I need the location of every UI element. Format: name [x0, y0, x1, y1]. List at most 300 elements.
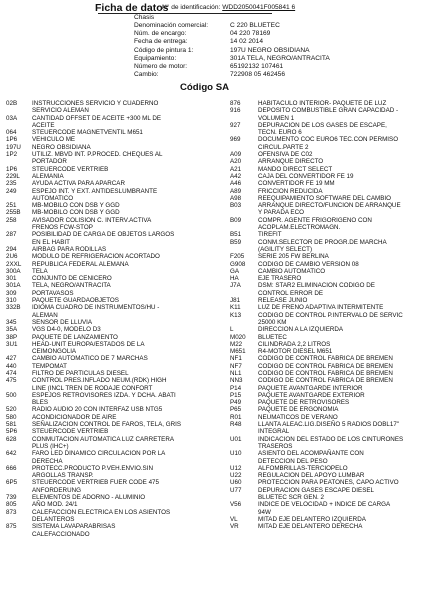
sa-code: R01 [230, 413, 242, 421]
sa-code-description: INSTRUCCIONES SERVICIO Y CUADERNO SERVICIO ALEMAN [32, 100, 159, 115]
sa-code-item [6, 428, 208, 435]
section-title: Código SA [180, 82, 230, 93]
sa-code-description: SERIE 205 FW BERLINA [258, 253, 329, 261]
sa-code-item [6, 136, 208, 143]
sa-code: V56 [230, 501, 242, 509]
sa-code-item [230, 100, 420, 107]
sa-code: F205 [230, 253, 245, 261]
sa-code: A09 [230, 151, 242, 159]
sa-code: VR [230, 523, 239, 531]
sa-code-item [6, 421, 208, 428]
sa-code: 310 [6, 297, 17, 305]
sa-code-description: FILTRO DE PARTICULAS DIESEL [32, 369, 129, 377]
sa-code-description: MITAD EJE DELANTERO IZQUIERDA [258, 515, 366, 523]
sa-code-item [6, 465, 208, 480]
sa-code-item [230, 158, 420, 165]
sa-code: A21 [230, 165, 242, 173]
sa-code: L [230, 326, 234, 334]
sa-code-description: PAQUETE DE RETROVISORES [258, 399, 350, 407]
sa-code-description: MB-MOBILO CON DSB Y GGD [32, 202, 120, 210]
sa-code-description: STEUERCODE VERTRIEB [32, 165, 109, 173]
sa-code-item [230, 341, 420, 348]
sa-code-item [6, 166, 208, 173]
sa-code-description: BLUETEC [258, 333, 287, 341]
sa-code: HA [230, 275, 239, 283]
sa-code-item [230, 304, 420, 311]
sa-code-description: COMPR. AGENTE FRIGORIGENO CON ACOPLAM.ELECTROMAGN. [258, 216, 372, 232]
sa-code-item [230, 217, 420, 232]
sa-code-description: CONJUNTO DE CENICERO [32, 275, 112, 283]
sa-code-description: DEPOSITO COMBUSTIBLE GRAN CAPACIDAD - VOLUMEN 1 [258, 107, 399, 122]
sa-code-item [230, 487, 420, 502]
sa-code-item [230, 326, 420, 333]
sa-code: U12 [230, 464, 242, 472]
sa-code-item [6, 144, 208, 151]
sa-code-description: IDIOMA CUADRO DE INSTRUMENTOS/HU - ALEMAN [32, 304, 160, 319]
sa-code: 3U1 [6, 340, 18, 348]
sa-code-description: POSIBILIDAD DE CARGA DE OBJETOS LARGOS EN EL HABIT [32, 231, 175, 246]
sa-code: J7A [230, 282, 241, 290]
sa-code: P14 [230, 384, 242, 392]
sa-code: 301A [6, 282, 21, 290]
sa-code: 440 [6, 362, 17, 370]
sa-code: 258 [6, 216, 17, 224]
sa-code-item [230, 385, 420, 392]
detail-value: C 220 BLUETEC [230, 22, 280, 29]
sa-code-item [6, 414, 208, 421]
sa-code-item [6, 253, 208, 260]
sa-code-item [6, 450, 208, 465]
chassis-label: Chasis [134, 14, 155, 21]
sa-code-item [6, 275, 208, 282]
sa-code-description: CODIGO DE CONTROL FABRICA DE BREMEN [258, 369, 393, 377]
sa-code-description: HEAD-UNIT EUROPA/ESTADOS DE LA CEIMONGOLIA [32, 340, 145, 356]
sa-code-item [230, 370, 420, 377]
sa-code-item [230, 180, 420, 187]
sa-code-description: ASIENTO DEL ACOMPAÑANTE CON DETECCION DEL PESO [258, 450, 364, 465]
sa-code-item [6, 180, 208, 187]
identification-number [162, 4, 295, 11]
detail-value: 04 220 78169 [230, 30, 271, 38]
sa-code-description: EJE TRASERO [258, 275, 302, 283]
sa-code: B59 [230, 238, 242, 246]
detail-row [134, 71, 350, 79]
sa-code-description: RADIO AUDIO 20 CON INTERFAZ USB NTG5 [32, 406, 163, 414]
sa-code-description: HABITACULO INTERIOR- PAQUETE DE LUZ [258, 100, 387, 107]
sa-code-item [230, 188, 420, 195]
sa-code: 197U [6, 143, 21, 151]
sa-code-item [6, 479, 208, 494]
sa-code-description: CONTROL PRES.INFLADO NEUM.(RDK) HIGH LINE (INCL TREN DE RODAJE CONFORT [32, 377, 167, 392]
sa-code: U77 [230, 486, 242, 494]
sa-code-item [6, 392, 208, 407]
detail-label: Cambio: [134, 71, 159, 79]
sa-code: J81 [230, 297, 241, 305]
sa-code: 916 [230, 107, 241, 115]
sa-code: 35A [6, 326, 18, 334]
sa-code-item [6, 202, 208, 209]
sa-code-item [230, 334, 420, 341]
sa-code-item [6, 319, 208, 326]
sa-code-item [230, 399, 420, 406]
sa-code: M020 [230, 333, 246, 341]
sa-code-item [6, 268, 208, 275]
sa-code: 500 [6, 391, 17, 399]
sa-code-item [6, 151, 208, 166]
sa-code-item [6, 501, 208, 508]
sa-code-description: FARO LED DINAMICO CIRCULACION POR LA DERECHA [32, 450, 166, 465]
detail-label: Núm. de encargo: [134, 30, 187, 38]
sa-code-description: CAMBIO AUTOMATICO DE 7 MARCHAS [32, 355, 148, 363]
sa-code-description: CILINDRADA 2,2 LITROS [258, 340, 331, 348]
sa-code-description: LUZ DE FRENO ADAPTIVA INTERMITENTE [258, 304, 384, 312]
sa-code: 873 [6, 508, 17, 516]
sa-code-item [230, 436, 420, 451]
detail-row [134, 22, 350, 30]
identification-value: WDD2050041F005841 6 [222, 4, 296, 11]
detail-value: 14 02 2014 [230, 38, 264, 46]
sa-code-description: STEUERCODE VERTRIEB FUER CODE 475 ANFORDERUNG [32, 479, 159, 494]
sa-code-item [230, 297, 420, 304]
sa-code-description: DEPURACION DE LOS GASES DE ESCAPE, TECN. EURO 6 [258, 121, 387, 137]
sa-code-item [6, 406, 208, 413]
sa-code-item [6, 290, 208, 297]
sa-code: 927 [230, 121, 241, 129]
identification-label: N° de identificación: [162, 4, 221, 11]
sa-code-item [6, 370, 208, 377]
detail-label: Fecha de entrega: [134, 38, 188, 46]
sa-code: NF1 [230, 355, 242, 363]
sa-code: NL1 [230, 369, 242, 377]
sa-code-description: CAJA DEL CONVERTIDOR FE 19 [258, 172, 354, 180]
sa-code: 287 [6, 231, 17, 239]
sa-code-description: SEÑALIZACION CONTROL DE FAROS, TELA, GRIS [32, 421, 181, 429]
sa-code-description: ARRANQUE DIRECTO [258, 158, 324, 166]
sa-code: 229L [6, 172, 20, 180]
sa-code-item [6, 494, 208, 501]
sa-code: 235 [6, 180, 17, 188]
sa-code: 427 [6, 355, 17, 363]
sa-code-description: VGS D4-0, MODELO D3 [32, 326, 101, 334]
sa-code-description: PAQUETE GUARDAOBJETOS [32, 297, 119, 305]
sa-code-description: NEUMATICOS DE VERANO [258, 413, 338, 421]
sa-code-item [6, 246, 208, 253]
sa-code: 642 [6, 450, 17, 458]
sa-code-description: AIRBAG PARA RODILLAS [32, 245, 107, 253]
sa-code: 249 [6, 187, 17, 195]
sa-code-description: CONM.SELECTOR DE PROGR.DE MARCHA (AGILITY SELECT) [258, 238, 387, 253]
sa-code-description: R4-MOTOR DIESEL M651 [258, 348, 333, 356]
sa-code-description: TEMPOMAT [32, 362, 67, 370]
detail-row [134, 47, 350, 55]
detail-label: Equipamiento: [134, 54, 177, 62]
sa-code-item [6, 261, 208, 268]
sa-code-item [230, 479, 420, 486]
sa-code: 02B [6, 100, 18, 107]
sa-code-item [230, 122, 420, 137]
detail-value: 65192132 107461 [230, 63, 284, 71]
sa-code: U22 [230, 472, 242, 480]
sa-code: 1P6 [6, 136, 18, 144]
sa-code-item [230, 516, 420, 523]
sa-code: GA [230, 267, 240, 275]
sa-code: 969 [230, 136, 241, 144]
sa-code: NF7 [230, 362, 242, 370]
sa-code: M651 [230, 348, 246, 356]
sa-code-description: SISTEMA LAVAPARABRISAS CALEFACCIONADO [32, 523, 116, 538]
sa-code-description: ALEMANIA [32, 172, 64, 180]
sa-code: NN3 [230, 377, 243, 385]
sa-code-description: PAQUETE AVANTGARDE INTERIOR [258, 384, 363, 392]
sa-code-item [6, 377, 208, 392]
sa-code: U60 [230, 479, 242, 487]
sa-code: P65 [230, 406, 242, 414]
sa-code-description: PAQUETE AVANTGARDE EXTERIOR [258, 391, 365, 399]
sa-code: 2U6 [6, 253, 18, 261]
sa-code-description: PROTECC.PRODUCTO P.VEH.ENVIO.SIN ARGOLLAS TRANSP. [32, 464, 153, 480]
sa-code-description: UTILIZ. MBVD INT. P.PROCED. CHEQUES AL PORTADOR [32, 151, 163, 166]
sa-code: B51 [230, 231, 242, 239]
sa-code-item [230, 275, 420, 282]
sa-code-item [6, 436, 208, 451]
sa-code-description: ARRANQUE DIRECTO/FUNCION DE ARRANQUE Y PARADA ECO [258, 202, 401, 217]
sa-code-item [230, 421, 420, 436]
sa-code: 255B [6, 209, 21, 217]
sa-code-description: DSM: STAR2 ELIMINACION CODIGO DE CONTROL ERROR DE [258, 282, 375, 297]
sa-code-description: ACONDICIONADOR DE AIRE [32, 413, 117, 421]
sa-code-item [6, 355, 208, 362]
sa-code-item [230, 253, 420, 260]
sa-code-description: CODIGO DE CAMBIO VERSION 08 [258, 260, 359, 268]
sa-code-item [230, 363, 420, 370]
header-divider [98, 13, 272, 14]
sa-code-description: MODULO DE REFRIGERACION ACORTADO [32, 253, 160, 261]
sa-code: 332B [6, 304, 21, 312]
sa-code: 03A [6, 114, 18, 122]
sa-code: U10 [230, 450, 242, 458]
sa-code: 301 [6, 275, 17, 283]
sa-code-description: MB-MOBILO CON DSB Y GGD [32, 209, 120, 217]
sa-code-item [230, 414, 420, 421]
sa-codes-left-column [6, 100, 208, 538]
sa-code-item [230, 392, 420, 399]
sa-code-item [6, 115, 208, 130]
sa-code-item [230, 268, 420, 275]
sa-code-item [6, 231, 208, 246]
sa-code-description: AYUDA ACTIVA PARA APARCAR [32, 180, 125, 188]
sa-code-item [6, 363, 208, 370]
sa-code-item [6, 334, 208, 341]
sa-code-item [230, 523, 420, 530]
sa-code-item [230, 195, 420, 202]
sa-code-item [230, 450, 420, 465]
sa-code: 580 [6, 413, 17, 421]
sa-code-item [6, 209, 208, 216]
sa-code-item [230, 136, 420, 151]
sa-code: 805 [6, 501, 17, 509]
sa-code-description: OFENSIVA DE C02 [258, 151, 313, 159]
sa-code-description: INDICE DE VELOCIDAD + INDICE DE CARGA 94W [258, 501, 391, 516]
sa-code: 520 [6, 406, 17, 414]
sa-code: K11 [230, 304, 241, 312]
sa-code-item [230, 261, 420, 268]
sa-code-description: DOCUMENTO COC EURO6 TEC.CON PERMISO CIRCUL.PARTE 2 [258, 136, 399, 151]
sa-code-description: CONMUTACION AUTOMATICA LUZ CARRETERA PLUS (IHC+) [32, 435, 175, 450]
sa-code-description: DIRECCION A LA IZQUIERDA [258, 326, 344, 334]
detail-value: 722908 05 462456 [230, 71, 286, 79]
sa-code-item [230, 472, 420, 479]
sa-code-item [6, 523, 208, 538]
sa-code: 581 [6, 421, 17, 429]
detail-value: 197U NEGRO OBSIDIANA [230, 46, 310, 54]
sa-code-description: NEGRO OBSIDIANA [32, 143, 91, 151]
sa-code-item [230, 107, 420, 122]
detail-row [134, 30, 350, 38]
sa-code: 628 [6, 435, 17, 443]
sa-code-description: DEPURACION GASES ESCAPE DIESEL BLUETEC SCR GEN. 2 [258, 486, 375, 502]
sa-code-description: TELA [32, 267, 48, 275]
sa-code-description: PAQUETE DE LANZAMIENTO [32, 333, 118, 341]
sa-code-description: PORTAVASOS [32, 289, 74, 297]
sa-code-description: CODIGO DE CONTROL FABRICA DE BREMEN [258, 377, 393, 385]
detail-value: 301A TELA, NEGRO/ANTRACITA [230, 54, 330, 62]
sa-code-item [230, 151, 420, 158]
sa-code-description: PROTECCION PARA PEATONES, CAPO ACTIVO [258, 479, 399, 487]
sa-code: U01 [230, 435, 242, 443]
sa-code-description: CODIGO DE CONTROL FABRICA DE BREMEN [258, 362, 393, 370]
sa-code-item [230, 377, 420, 384]
sa-code-item [230, 312, 420, 327]
detail-row [134, 63, 350, 71]
detail-label: Número de motor: [134, 63, 188, 71]
detail-row [134, 38, 350, 46]
sa-code: 475 [6, 377, 17, 385]
sa-code: M22 [230, 340, 243, 348]
sa-code-description: REEQUIPAMIENTO SOFTWARE DEL CAMBIO [258, 194, 392, 202]
sa-code: 345 [6, 318, 17, 326]
sa-code-description: CODIGO DE CONTROL P.INTERVALO DE SERVIC 25000 KM [258, 311, 403, 326]
sa-code: 251 [6, 202, 17, 210]
sa-code: 300A [6, 267, 21, 275]
vehicle-details [134, 22, 350, 79]
sa-code-description: RELEASE JUNIO [258, 297, 308, 305]
sa-code-description: ESPEJO INT. Y EXT. ANTIDESLUMBRANTE AUTOMATICO [32, 187, 158, 202]
sa-code-item [6, 304, 208, 319]
detail-label: Código de pintura 1: [134, 46, 194, 54]
sa-code-item [6, 188, 208, 203]
sa-code-description: CANTIDAD OFFSET DE ACEITE +300 ML DE ACEITE [32, 114, 162, 129]
sa-code-item [6, 297, 208, 304]
sa-code-item [6, 509, 208, 524]
sa-code: R48 [230, 421, 242, 429]
sa-code-description: FRICCION REDUCIDA [258, 187, 323, 195]
sa-code: A20 [230, 158, 242, 166]
sa-code-description: ESPEJOS RETROVISORES IZDA. Y DCHA. ABATI BLES [32, 391, 176, 407]
sa-code-description: REPUBLICA FEDERAL ALEMANA [32, 260, 129, 268]
sa-code-item [230, 202, 420, 217]
sa-code-description: INDICACION DEL ESTADO DE LOS CINTURONES TRASEROS [258, 435, 404, 450]
sa-code: G908 [230, 260, 246, 268]
sa-code: 666 [6, 464, 17, 472]
sa-code-description: VEHICULO ME [32, 136, 76, 144]
sa-code: A98 [230, 194, 242, 202]
sa-code-description: STEUERCODE VERTRIEB [32, 428, 109, 436]
sa-codes-right-column [230, 100, 420, 531]
sa-code-item [230, 231, 420, 238]
detail-label: Denominación comercial: [134, 22, 209, 29]
sa-code: 739 [6, 494, 17, 502]
sa-code-item [230, 282, 420, 297]
sa-code-item [230, 501, 420, 516]
sa-code-description: MITAD EJE DELANTERO DERECHA [258, 523, 363, 531]
sa-code: 2XXL [6, 260, 22, 268]
sa-code: 1P6 [6, 165, 18, 173]
sa-code-item [6, 173, 208, 180]
sa-code-description: STEUERCODE MAGNETVENTIL M651 [32, 129, 143, 137]
sa-code-description: CONVERTIDOR FE 19 MM [258, 180, 335, 188]
sa-code: 474 [6, 369, 17, 377]
sa-code: VL [230, 515, 238, 523]
sa-code-description: LLANTA ALEAC.LIG.DISEÑO 5 RADIOS DOBL17" INTEGRAL [258, 421, 400, 436]
sa-code: 309 [6, 289, 17, 297]
sa-code: P15 [230, 391, 242, 399]
sa-code-item [6, 282, 208, 289]
sa-code-description: ALFOMBRILLAS-TERCIOPELO [258, 464, 348, 472]
sa-code-description: MANDO DIRECT SELECT [258, 165, 333, 173]
sa-code-description: AVISADOR COLISION C. INTERV.ACTIVA FRENOS FCW-STOP [32, 216, 152, 232]
sa-code: A42 [230, 172, 242, 180]
sa-code-description: AÑO MOD. 24/1 [32, 501, 78, 509]
sa-code: 38P [6, 333, 18, 341]
sa-code-description: CODIGO DE CONTROL FABRICA DE BREMEN [258, 355, 393, 363]
sa-code: 294 [6, 245, 17, 253]
sa-code-description: SENSOR DE LLUVIA [32, 318, 93, 326]
sa-code-item [230, 166, 420, 173]
sa-code: 875 [6, 523, 17, 531]
sa-code-description: ELEMENTOS DE ADORNO - ALUMINIO [32, 494, 146, 502]
sa-code-item [230, 348, 420, 355]
sa-code-description: PAQUETE DE ERGONOMIA [258, 406, 339, 414]
sa-code-item [6, 326, 208, 333]
sa-code-item [6, 129, 208, 136]
sa-code: 064 [6, 129, 17, 137]
sa-code: 6P5 [6, 479, 18, 487]
sa-code: B03 [230, 202, 242, 210]
sa-code: 1P2 [6, 151, 18, 159]
sa-code: 876 [230, 100, 241, 107]
sa-code-item [6, 341, 208, 356]
sa-code-item [230, 355, 420, 362]
detail-row [134, 55, 350, 63]
sa-code-description: CALEFACCION ELECTRICA EN LOS ASIENTOS DELANTEROS [32, 508, 171, 523]
sa-code: B09 [230, 216, 242, 224]
sa-code-item [6, 100, 208, 115]
sa-code-description: TIREFIT [258, 231, 282, 239]
sa-code-item [230, 465, 420, 472]
sa-code: K13 [230, 311, 242, 319]
document-title: Ficha de datos [95, 2, 169, 14]
sa-code: P49 [230, 399, 242, 407]
sa-code-item [230, 406, 420, 413]
sa-code-item [6, 217, 208, 232]
sa-code: A46 [230, 180, 242, 188]
sa-code-description: REGULACION DEL APOYO LUMBAR [258, 472, 365, 480]
sa-code-item [230, 173, 420, 180]
sa-code-item [230, 239, 420, 254]
sa-code-description: CAMBIO AUTOMATICO [258, 267, 326, 275]
sa-code: 5P6 [6, 428, 18, 436]
sa-code: A89 [230, 187, 242, 195]
